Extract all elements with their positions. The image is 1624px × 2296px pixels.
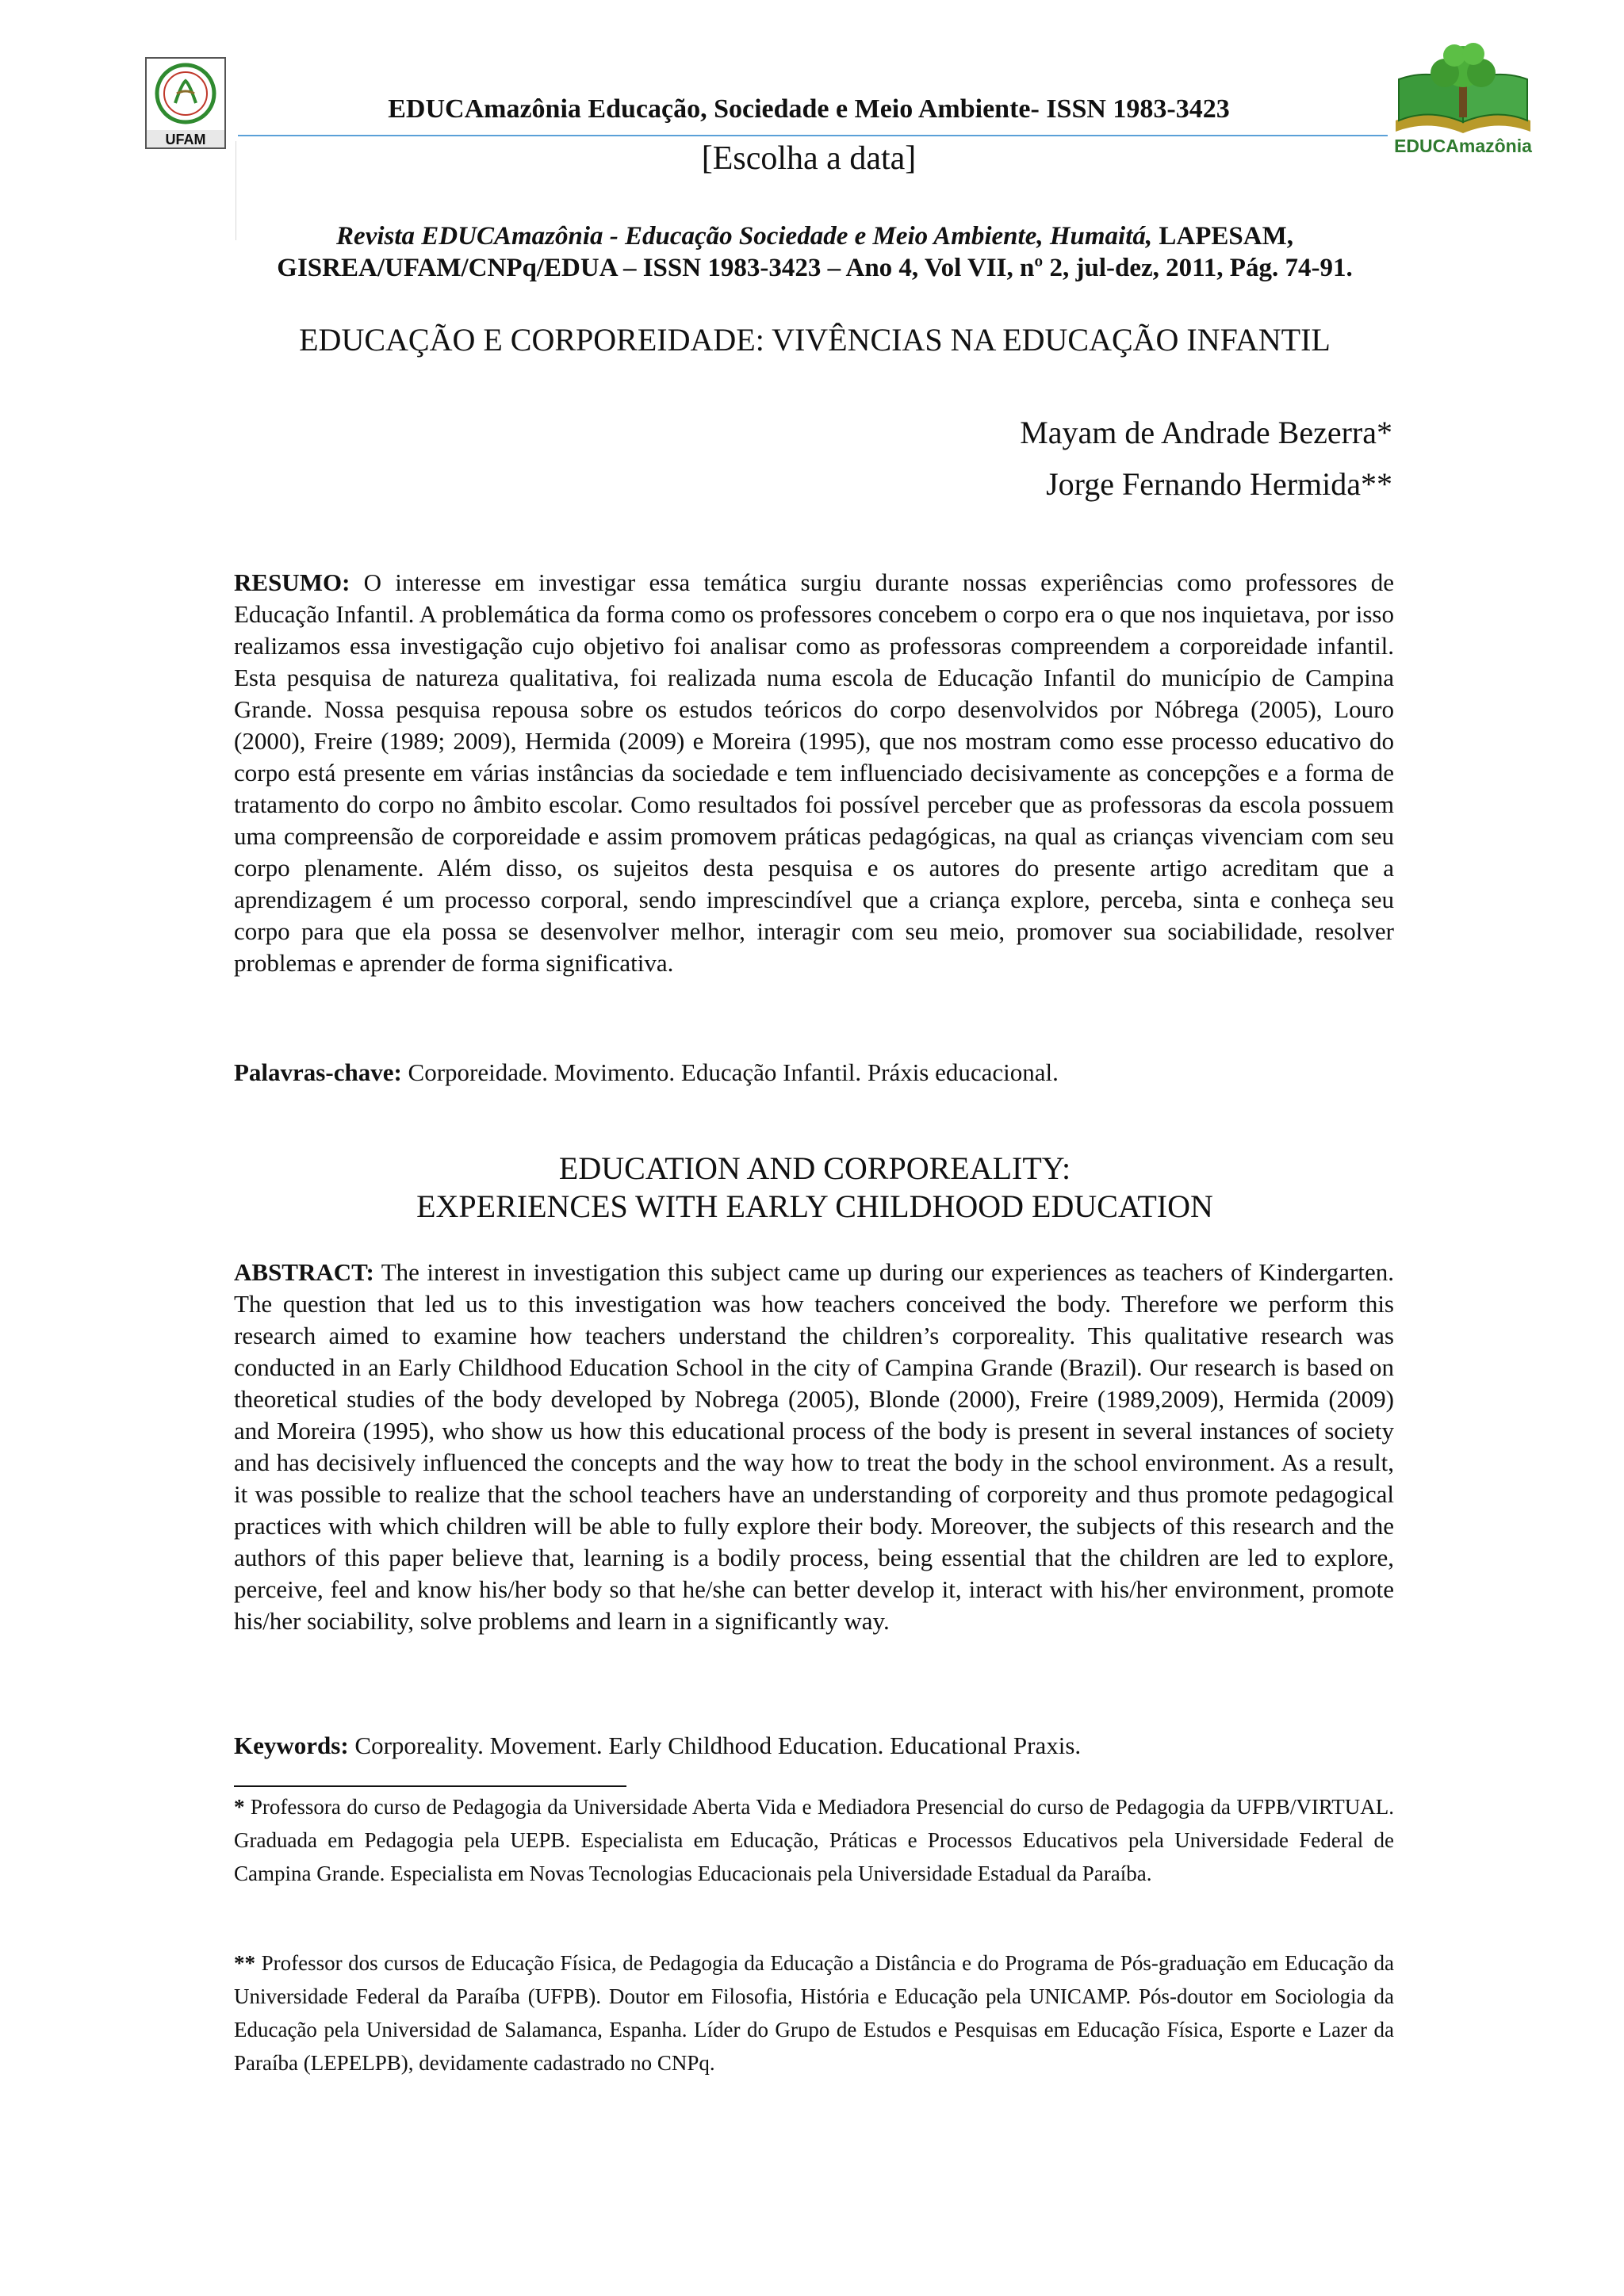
footnote-1: [234, 1790, 1394, 1890]
abstract-label: ABSTRACT:: [234, 1258, 374, 1286]
title-en-line-2: EXPERIENCES WITH EARLY CHILDHOOD EDUCATION: [416, 1188, 1213, 1224]
educamazonia-tree-book-graphic: [1388, 33, 1538, 160]
abstract-paragraph: [234, 1257, 1394, 1637]
footnote-2: [234, 1946, 1394, 2080]
palavras-chave-label: Palavras-chave:: [234, 1058, 402, 1086]
footnote-2-marker: **: [234, 1951, 255, 1975]
date-placeholder: [Escolha a data]: [701, 140, 917, 177]
ufam-seal-graphic: [145, 57, 226, 149]
resumo-text: O interesse em investigar essa temática surgiu durante nossas experiências como professores de Educação Infantil. A problemática da forma como os professores concebem o corpo era o que nos inquietava, por isso realizamos essa investigação cujo objetivo foi analisar como as professoras compreendem a corporeidade infantil. Esta pesquisa de natureza qualitativa, foi realizada numa escola de Educação Infantil do município de Campina Grande. Nossa pesquisa repousa sobre os estudos teóricos do corpo desenvolvidos por Nóbrega (2005), Louro (2000), Freire (1989; 2009), Hermida (2009) e Moreira (1995), que nos mostram como esse processo educativo do corpo está presente em várias instâncias da sociedade e tem influenciado decisivamente as concepções e a forma de tratamento do corpo no âmbito escolar. Como resultados foi possível perceber que as professoras da escola possuem uma compreensão de corporeidade e assim promovem práticas pedagógicas, na qual as crianças vivenciam com seu corpo plenamente. Além disso, os sujeitos desta pesquisa e os autores do presente artigo acreditam que a aprendizagem é um processo corporal, sendo imprescindível que a criança explore, perceba, sinta e conheça seu corpo para que ela possa se desenvolver melhor, interagir com seu meio, promover sua sociabilidade, resolver problemas e aprender de forma significativa.: [234, 568, 1394, 977]
author-1: Mayam de Andrade Bezerra*: [1020, 415, 1392, 450]
header-divider: [238, 135, 1388, 136]
educamazonia-logo: [1388, 33, 1538, 160]
palavras-chave-text: Corporeidade. Movimento. Educação Infantil. Práxis educacional.: [401, 1058, 1059, 1086]
resumo-paragraph: [234, 567, 1394, 979]
keywords-text: Corporeality. Movement. Early Childhood Education. Educational Praxis.: [348, 1732, 1082, 1759]
article-title-en: [234, 1150, 1396, 1226]
keywords-label: Keywords:: [234, 1732, 349, 1759]
footnote-2-text: Professor dos cursos de Educação Física, de Pedagogia da Educação a Distância e do Programa de Pós-graduação em Educação da Universidade Federal da Paraíba (UFPB). Doutor em Filosofia, História e Educação pela UNICAMP. Pós-doutor em Sociologia da Educação pela Universidad de Salamanca, Espanha. Líder do Grupo de Estudos e Pesquisas em Educação Física, Esporte e Lazer da Paraíba (LEPELPB), devidamente cadastrado no CNPq.: [234, 1951, 1394, 2075]
ufam-logo-label: UFAM: [165, 132, 206, 147]
footnote-separator: [234, 1785, 626, 1787]
educamazonia-logo-label: EDUCAmazônia: [1394, 136, 1532, 156]
citation-block: [234, 220, 1396, 284]
footnote-1-text: Professora do curso de Pedagogia da Universidade Aberta Vida e Mediadora Presencial do curso de Pedagogia da UFPB/VIRTUAL. Graduada em Pedagogia pela UEPB. Especialista em Educação, Práticas e Processos Educativos pela Universidade Federal de Campina Grande. Especialista em Novas Tecnologias Educacionais pela Universidade Estadual da Paraíba.: [234, 1795, 1394, 1885]
citation-issue-details: GISREA/UFAM/CNPq/EDUA – ISSN 1983-3423 – Ano 4, Vol VII, nº 2, jul-dez, 2011, Pág. 74-91.: [277, 254, 1353, 282]
palavras-chave-line: [234, 1057, 1394, 1089]
footnote-1-marker: *: [234, 1795, 245, 1819]
resumo-label: RESUMO:: [234, 568, 350, 596]
keywords-line: [234, 1730, 1394, 1762]
citation-publisher: LAPESAM,: [1152, 222, 1293, 251]
journal-header-line: EDUCAmazônia Educação, Sociedade e Meio Ambiente- ISSN 1983-3423: [388, 94, 1230, 124]
citation-journal-name: Revista EDUCAmazônia - Educação Sociedade e Meio Ambiente, Humaitá,: [336, 222, 1153, 251]
ufam-logo: [145, 57, 226, 149]
article-title-pt: EDUCAÇÃO E CORPOREIDADE: VIVÊNCIAS NA EDUCAÇÃO INFANTIL: [299, 322, 1331, 358]
abstract-text: The interest in investigation this subject came up during our experiences as teachers of Kindergarten. The question that led us to this investigation was how teachers conceived the body. Therefore we perform this research aimed to examine how teachers understand the children’s corporeality. This qualitative research was conducted in an Early Childhood Education School in the city of Campina Grande (Brazil). Our research is based on theoretical studies of the body developed by Nobrega (2005), Blonde (2000), Freire (1989,2009), Hermida (2009) and Moreira (1995), who show us how this educational process of the body is present in several instances of society and has decisively influenced the concepts and the way how to treat the body in the school environment. As a result, it was possible to realize that the school teachers have an understanding of corporeity and thus promote pedagogical practices with which children will be able to fully explore their body. Moreover, the subjects of this research and the authors of this paper believe that, learning is a bodily process, being essential that the children are led to explore, perceive, feel and know his/her body so that he/she can better develop it, interact with his/her environment, promote his/her sociability, solve problems and learn in a significantly way.: [234, 1258, 1394, 1635]
author-2: Jorge Fernando Hermida**: [1046, 466, 1392, 502]
title-en-line-1: EDUCATION AND CORPOREALITY:: [558, 1150, 1071, 1186]
